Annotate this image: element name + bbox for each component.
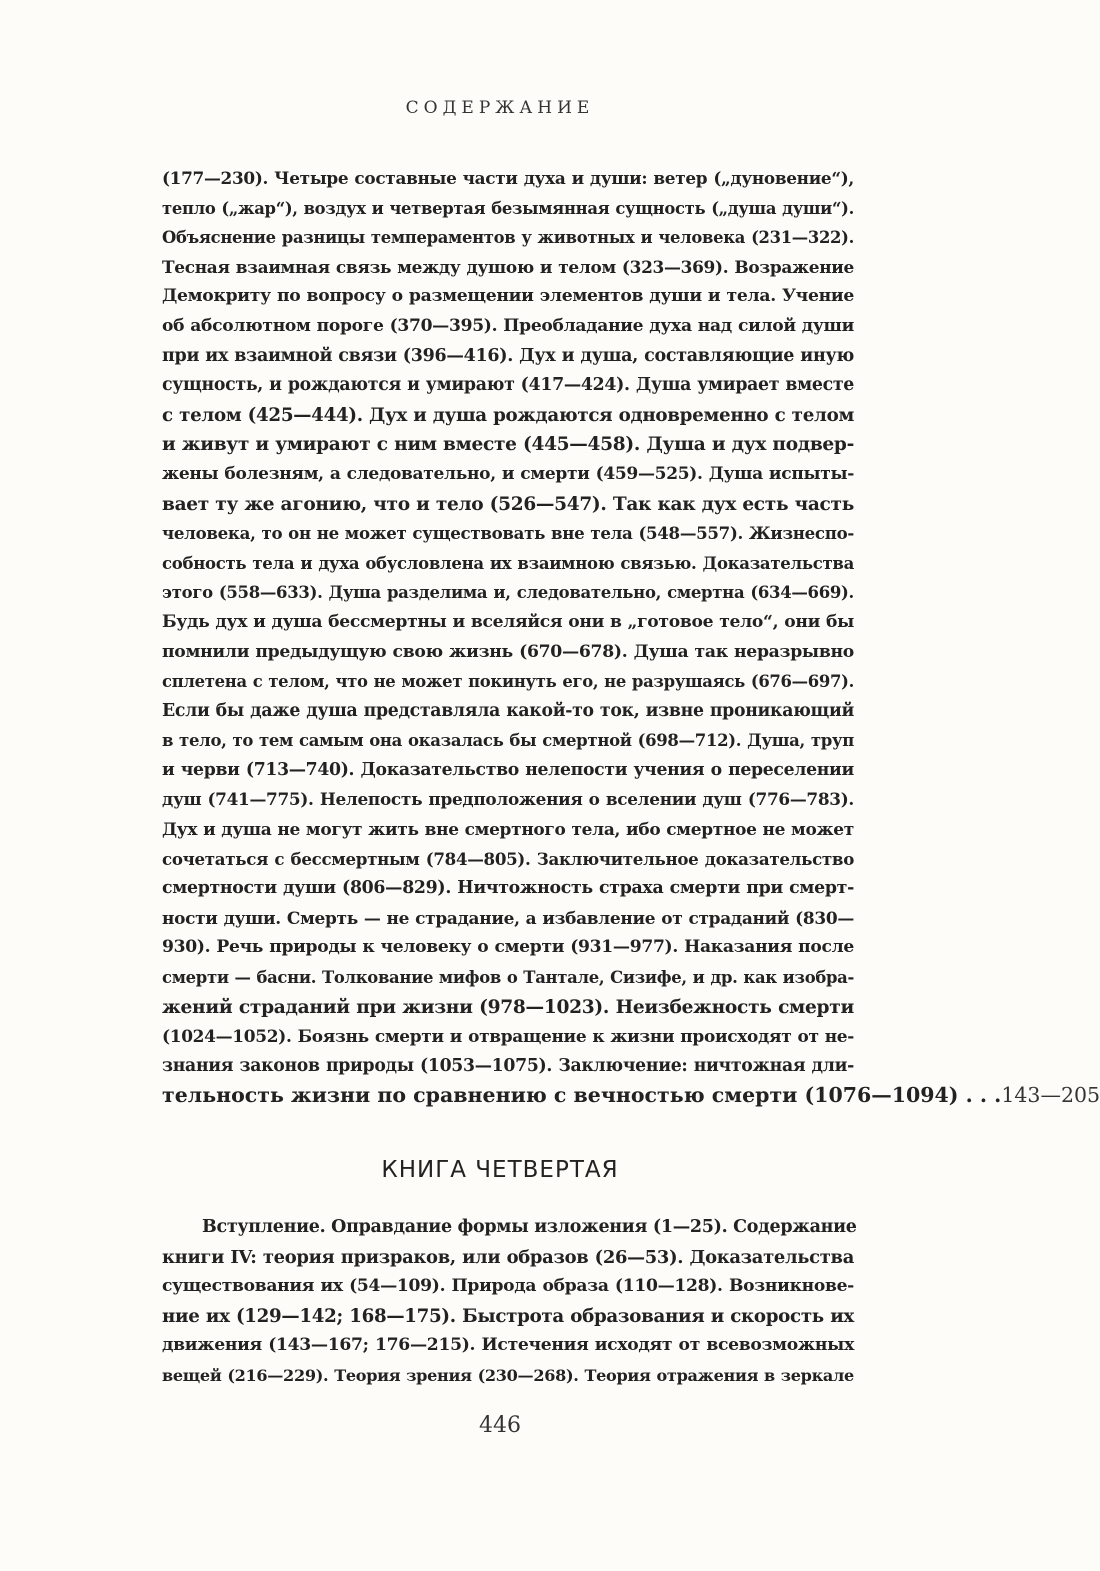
text-line: Если бы даже душа представляла какой-то ток, извне проникающий — [162, 700, 854, 721]
contents-section-book-four — [162, 1213, 857, 1391]
text-line: Дух и душа не могут жить вне смертного тела, ибо смертное не может — [162, 819, 854, 840]
book-title: КНИГА ЧЕТВЕРТАЯ — [381, 1157, 619, 1183]
text-line: 930). Речь природы к человеку о смерти (931—977). Наказания после — [162, 937, 854, 958]
text-line: при их взаимной связи (396—416). Дух и душа, составляющие иную — [162, 345, 854, 366]
final-entry-line — [162, 1081, 1100, 1111]
text-line: душ (741—775). Нелепость предположения о вселении душ (776—783). — [162, 789, 854, 810]
text-line: собность тела и духа обусловлена их взаимною связью. Доказательства — [162, 552, 854, 573]
text-line: смерти — басни. Толкование мифов о Тантале, Сизифе, и др. как изобра- — [162, 968, 854, 988]
text-line: Будь дух и душа бессмертны и вселяйся они в „готовое тело“, они бы — [162, 611, 854, 632]
text-line: Тесная взаимная связь между душою и телом (323—369). Возражение — [162, 256, 854, 277]
text-line: знания законов природы (1053—1075). Заключение: ничтожная дли- — [162, 1055, 854, 1076]
text-line: ние их (129—142; 168—175). Быстрота образования и скорость их — [162, 1305, 854, 1327]
text-line: Объяснение разницы темпераментов у животных и человека (231—322). — [162, 228, 854, 248]
text-line: существования их (54—109). Природа образа (110—128). Возникнове- — [162, 1276, 854, 1297]
contents-section-book-three — [162, 164, 1100, 1111]
text-line: жены болезням, а следовательно, и смерти (459—525). Душа испыты- — [162, 463, 854, 484]
text-line: и черви (713—740). Доказательство нелепости учения о переселении — [162, 759, 854, 780]
running-header: СОДЕРЖАНИЕ — [405, 98, 595, 118]
text-line: сущность, и рождаются и умирают (417—424). Душа умирает вместе — [162, 375, 854, 396]
page-range: 143—205 — [1001, 1083, 1100, 1108]
text-line: в тело, то тем самым она оказалась бы смертной (698—712). Душа, труп — [162, 731, 854, 751]
text-line: ности души. Смерть — не страдание, а избавление от страданий (830— — [162, 907, 854, 928]
page-number: 446 — [479, 1413, 521, 1438]
text-line: тепло („жар“), воздух и четвертая безымянная сущность („душа души“). — [162, 198, 854, 218]
text-line: вещей (216—229). Теория зрения (230—268). Теория отражения в зеркале — [162, 1365, 854, 1385]
text-line: движения (143—167; 176—215). Истечения исходят от всевозможных — [162, 1335, 854, 1356]
text-line: книги IV: теория призраков, или образов (26—53). Доказательства — [162, 1246, 854, 1268]
text-line: (177—230). Четыре составные части духа и души: ветер („дуновение“), — [162, 168, 854, 188]
text-line: Вступление. Оправдание формы изложения (1—25). Содержание — [202, 1217, 857, 1237]
text-line: помнили предыдущую свою жизнь (670—678). Душа так неразрывно — [162, 641, 854, 662]
text-line: с телом (425—444). Дух и душа рождаются одновременно с телом — [162, 404, 854, 426]
text-line: сплетена с телом, что не может покинуть его, не разрушаясь (676—697). — [162, 672, 854, 692]
final-entry-text: тельность жизни по сравнению с вечностью смерти (1076—1094) . . . — [162, 1083, 1002, 1108]
text-line: вает ту же агонию, что и тело (526—547). Так как дух есть часть — [162, 493, 854, 515]
text-line: этого (558—633). Душа разделима и, следовательно, смертна (634—669). — [162, 583, 854, 603]
text-line: об абсолютном пороге (370—395). Преобладание духа над силой души — [162, 315, 854, 336]
text-line: Демокриту по вопросу о размещении элементов души и тела. Учение — [162, 286, 854, 307]
text-line: (1024—1052). Боязнь смерти и отвращение к жизни происходят от не- — [162, 1026, 854, 1047]
text-line: сочетаться с бессмертным (784—805). Заключительное доказательство — [162, 848, 854, 869]
text-line: смертности души (806—829). Ничтожность страха смерти при смерт- — [162, 878, 854, 899]
text-line: человека, то он не может существовать вне тела (548—557). Жизнеспо- — [162, 523, 854, 544]
text-line: жений страданий при жизни (978—1023). Неизбежность смерти — [162, 996, 854, 1018]
text-line: и живут и умирают с ним вместе (445—458). Душа и дух подвер- — [162, 434, 854, 456]
